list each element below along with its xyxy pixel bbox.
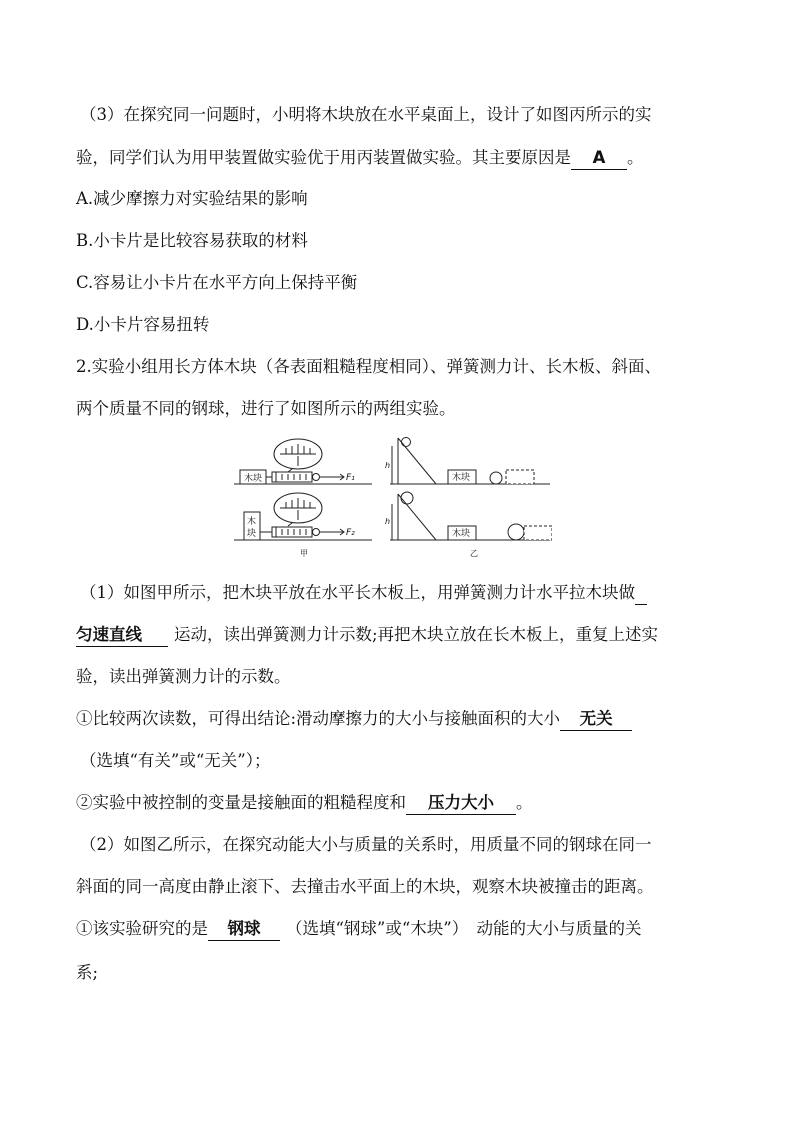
p1-line3: 验，读出弹簧测力计的示数。 xyxy=(76,667,291,686)
height-label-1: h xyxy=(385,461,391,470)
s3-end: （选填“钢球”或“木块”） 动能的大小与质量的关 xyxy=(286,919,642,938)
p1-line1 xyxy=(80,582,647,605)
q3-line1: （3）在探究同一问题时，小明将木块放在水平桌面上，设计了如图丙所示的实 xyxy=(80,105,652,124)
q2-stem-line1: 2.实验小组用长方体木块（各表面粗糙程度相同）、弹簧测力计、长木板、斜面、 xyxy=(76,357,661,376)
q2-stem-line2: 两个质量不同的钢球，进行了如图所示的两组实验。 xyxy=(76,399,456,418)
p1-line2 xyxy=(76,624,658,647)
block-label-incline-top: 木块 xyxy=(452,473,471,483)
p2-line2: 斜面的同一高度由静止滚下、去撞击水平面上的木块，观察木块被撞击的距离。 xyxy=(76,877,654,896)
s3-line1 xyxy=(76,918,642,941)
q3-line2-end: 。 xyxy=(627,148,644,167)
s1-text: ①比较两次读数，可得出结论:滑动摩擦力的大小与接触面积的大小 xyxy=(76,709,561,728)
s3-text: ①该实验研究的是 xyxy=(76,919,208,938)
answer-blank-area: 无关 xyxy=(560,708,632,731)
s2-end: 。 xyxy=(516,793,533,812)
s2-line xyxy=(76,792,533,815)
option-a: A.减少摩擦力对实验结果的影响 xyxy=(76,189,308,208)
p1-line2-text: 运动，读出弹簧测力计示数;再把木块立放在长木板上，重复上述实 xyxy=(174,625,659,644)
answer-blank-pressure: 压力大小 xyxy=(406,792,516,815)
caption-jia: 甲 xyxy=(300,549,308,558)
q3-line2-text: 验，同学们认为用甲装置做实验优于用丙装置做实验。其主要原因是 xyxy=(76,148,571,167)
s2-text: ②实验中被控制的变量是接触面的粗糙程度和 xyxy=(76,793,406,812)
option-d: D.小卡片容易扭转 xyxy=(76,315,210,334)
height-label-2: h xyxy=(385,517,391,526)
force-label-2: F₂ xyxy=(346,528,355,538)
answer-blank-ball: 钢球 xyxy=(208,918,280,941)
option-b: B.小卡片是比较容易获取的材料 xyxy=(76,231,308,250)
figure-svg xyxy=(232,432,552,560)
option-c: C.容易让小卡片在水平方向上保持平衡 xyxy=(76,273,358,292)
p1-blank-start xyxy=(635,582,647,605)
experiment-figure xyxy=(232,432,552,560)
p1-line1-text: （1）如图甲所示，把木块平放在水平长木板上，用弹簧测力计水平拉木块做 xyxy=(80,583,635,602)
p2-line1: （2）如图乙所示，在探究动能大小与质量的关系时，用质量不同的钢球在同一 xyxy=(80,835,652,854)
block-label-incline-bottom: 木块 xyxy=(452,529,471,539)
s3-line2: 系; xyxy=(76,963,99,982)
q3-line2 xyxy=(76,147,644,170)
block-label-upright-1: 木 xyxy=(247,517,257,527)
caption-yi: 乙 xyxy=(470,549,478,558)
block-label-top: 木块 xyxy=(244,474,263,484)
block-label-upright-2: 块 xyxy=(247,529,257,539)
s1-line2: （选填“有关”或“无关”）； xyxy=(80,751,271,770)
answer-blank-uniform: 匀速直线 xyxy=(76,624,168,647)
force-label-1: F₁ xyxy=(346,473,355,483)
answer-blank-q3: A xyxy=(571,147,627,170)
s1-line1 xyxy=(76,708,632,731)
